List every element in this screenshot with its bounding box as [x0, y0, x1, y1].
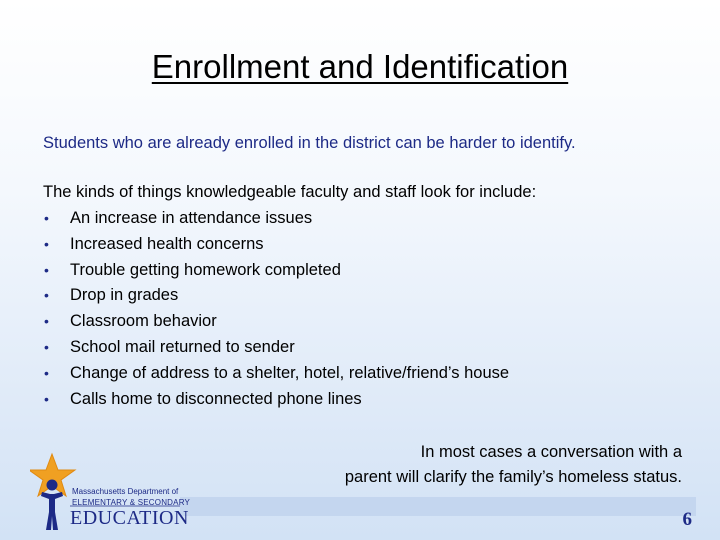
- list-item: [43, 389, 509, 415]
- note-line-1: In most cases a conversation with a: [420, 443, 682, 461]
- bullet-text: Trouble getting homework completed: [70, 260, 341, 279]
- bullet-icon: •: [44, 210, 49, 226]
- bullet-text: Classroom behavior: [70, 312, 217, 331]
- bullet-icon: •: [44, 313, 49, 330]
- bullet-icon: •: [44, 364, 49, 381]
- logo-text-line3: EDUCATION: [70, 507, 189, 529]
- logo-text-line1: Massachusetts Department of: [72, 487, 179, 496]
- logo-text-line2: ELEMENTARY & SECONDARY: [72, 498, 191, 507]
- bullet-text: Drop in grades: [70, 286, 179, 305]
- list-item: [43, 363, 509, 389]
- bullet-icon: •: [44, 338, 49, 355]
- bullet-text: School mail returned to sender: [70, 337, 295, 356]
- bullet-icon: •: [44, 235, 49, 252]
- bullet-icon: •: [44, 261, 49, 278]
- bullet-icon: •: [44, 287, 49, 304]
- bullet-text: Change of address to a shelter, hotel, relative/friend’s house: [70, 363, 510, 382]
- list-item: [43, 234, 509, 260]
- list-item: [43, 260, 509, 286]
- list-item: [43, 311, 509, 337]
- closing-note: [345, 440, 682, 490]
- bullet-text: Increased health concerns: [70, 234, 264, 253]
- footer-bar: [180, 497, 696, 516]
- bullet-list: [43, 208, 509, 414]
- list-item: [43, 337, 509, 363]
- list-item: [43, 285, 509, 311]
- list-item: [43, 208, 509, 234]
- slide-title: Enrollment and Identification: [151, 48, 569, 85]
- lead-text: The kinds of things knowledgeable faculty and staff look for include:: [43, 183, 537, 201]
- intro-text: Students who are already enrolled in the district can be harder to identify.: [43, 134, 576, 152]
- bullet-text: Calls home to disconnected phone lines: [70, 389, 362, 408]
- note-line-2: parent will clarify the family’s homeless status.: [344, 468, 682, 486]
- bullet-icon: •: [44, 390, 49, 407]
- bullet-text: An increase in attendance issues: [70, 209, 313, 227]
- page-number: 6: [682, 509, 692, 530]
